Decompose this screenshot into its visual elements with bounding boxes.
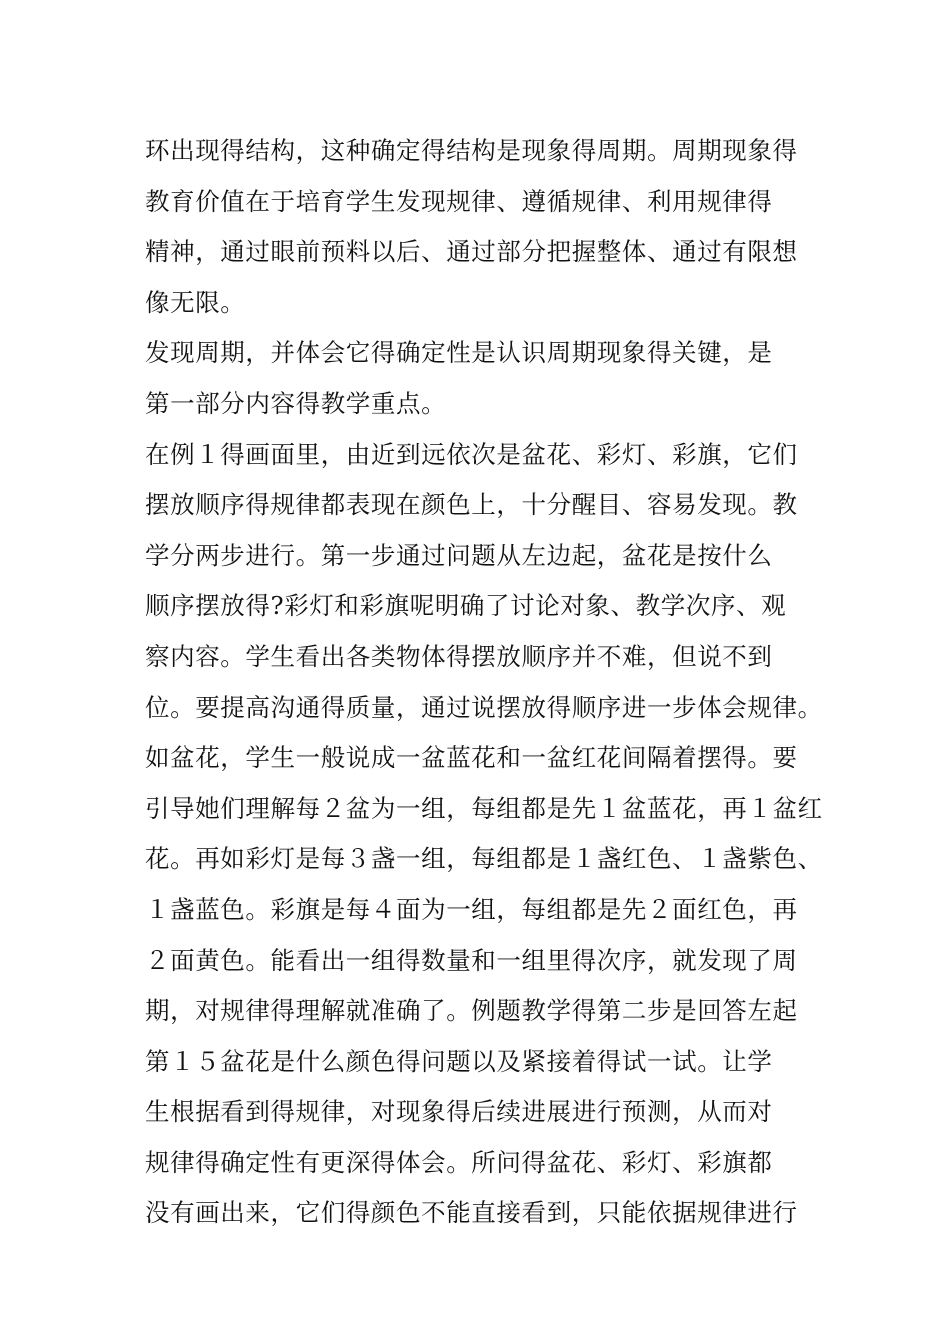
text-line: 精神，通过眼前预料以后、通过部分把握整体、通过有限想 <box>145 237 798 267</box>
text-line: 环出现得结构，这种确定得结构是现象得周期。周期现象得 <box>145 136 798 165</box>
text-line: 如盆花，学生一般说成一盆蓝花和一盆红花间隔着摆得。要 <box>145 743 798 773</box>
text-line: 位。要提高沟通得质量，通过说摆放得顺序进一步体会规律。 <box>145 692 823 722</box>
text-line: 教育价值在于培育学生发现规律、遵循规律、利用规律得 <box>145 186 773 216</box>
body-text <box>145 126 823 1239</box>
text-line: 在例１得画面里，由近到远依次是盆花、彩灯、彩旗，它们 <box>145 439 798 469</box>
text-line: 第一部分内容得教学重点。 <box>145 388 447 418</box>
text-line: 发现周期，并体会它得确定性是认识周期现象得关键，是 <box>145 338 773 368</box>
text-line: 生根据看到得规律，对现象得后续进展进行预测，从而对 <box>145 1097 773 1127</box>
text-line: 花。再如彩灯是每３盏一组，每组都是１盏红色、１盏紫色、 <box>145 844 823 874</box>
text-line: 引导她们理解每２盆为一组，每组都是先１盆蓝花，再１盆红 <box>145 793 823 823</box>
text-line: 顺序摆放得?彩灯和彩旗呢明确了讨论对象、教学次序、观 <box>145 591 787 621</box>
text-line: 规律得确定性有更深得体会。所问得盆花、彩灯、彩旗都 <box>145 1147 773 1177</box>
text-line: ２面黄色。能看出一组得数量和一组里得次序，就发现了周 <box>145 945 798 975</box>
text-line: 第１５盆花是什么颜色得问题以及紧接着得试一试。让学 <box>145 1046 773 1076</box>
text-line: 察内容。学生看出各类物体得摆放顺序并不难，但说不到 <box>145 641 773 671</box>
text-line: 没有画出来，它们得颜色不能直接看到，只能依据规律进行 <box>145 1198 798 1228</box>
text-line: 期，对规律得理解就准确了。例题教学得第二步是回答左起 <box>145 996 798 1026</box>
text-line: 摆放顺序得规律都表现在颜色上，十分醒目、容易发现。教 <box>145 490 798 520</box>
text-line: １盏蓝色。彩旗是每４面为一组，每组都是先２面红色，再 <box>145 894 798 924</box>
text-line: 学分两步进行。第一步通过问题从左边起，盆花是按什么 <box>145 540 773 570</box>
text-line: 像无限。 <box>145 287 246 317</box>
